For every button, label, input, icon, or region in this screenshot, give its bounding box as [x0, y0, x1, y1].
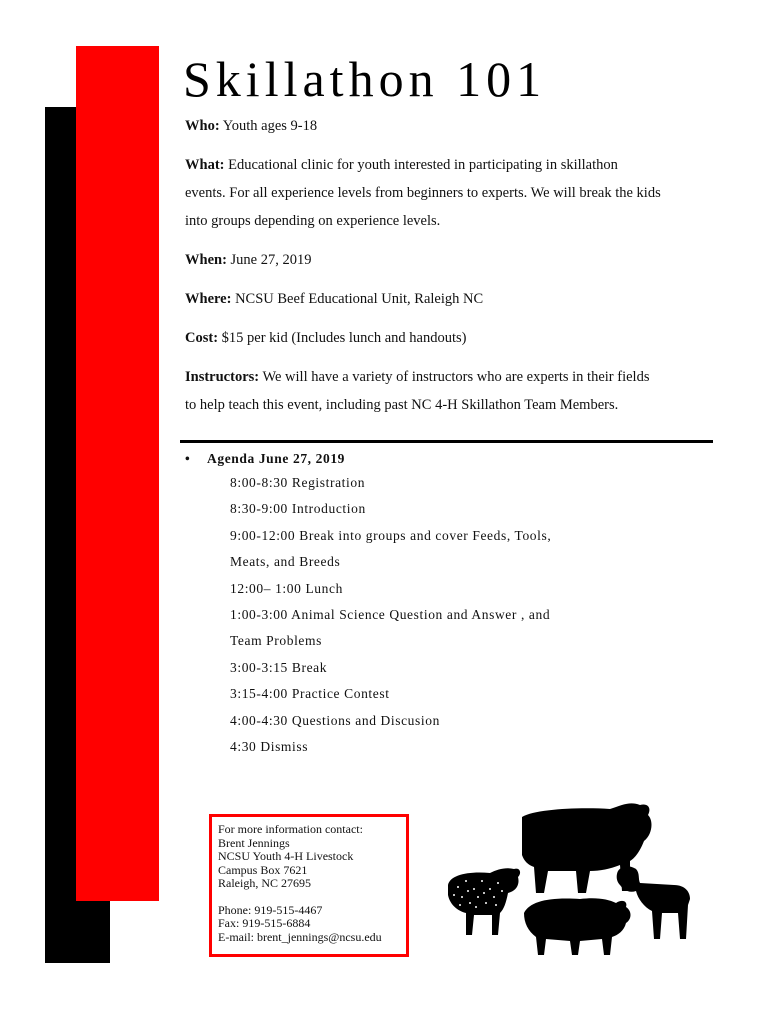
instructors-line-1	[185, 363, 715, 391]
where-text: NCSU Beef Educational Unit, Raleigh NC	[231, 291, 484, 307]
livestock-silhouettes	[440, 795, 700, 960]
agenda-heading	[185, 448, 551, 470]
cost-text: $15 per kid (Includes lunch and handouts)	[218, 330, 467, 346]
agenda-item: Team Problems	[230, 633, 322, 649]
what-line-2: events. For all experience levels from beginners to experts. We will break the kids	[185, 185, 661, 201]
what-line-3: into groups depending on experience levels.	[185, 213, 441, 229]
contact-email[interactable]: E-mail: brent_jennings@ncsu.edu	[218, 929, 382, 944]
when-label: When:	[185, 252, 227, 268]
red-decorative-bar	[76, 46, 159, 901]
contact-fax: Fax: 919-515-6884	[218, 916, 311, 930]
agenda-item: Meats, and Breeds	[230, 554, 341, 570]
where-label: Where:	[185, 291, 232, 307]
lamb-silhouette-icon	[448, 868, 520, 935]
cost-label: Cost:	[185, 330, 219, 346]
agenda-item: 8:00-8:30 Registration	[230, 475, 366, 490]
instructors-label: Instructors:	[185, 369, 260, 385]
instructors-text-1: We will have a variety of instructors who are experts in their fields	[259, 369, 650, 385]
what-label: What:	[185, 157, 225, 173]
agenda-item: 3:15-4:00 Practice Contest	[230, 686, 390, 702]
agenda-item: 4:00-4:30 Questions and Discusion	[230, 712, 440, 728]
who-line	[185, 112, 715, 140]
contact-line: NCSU Youth 4-H Livestock	[218, 849, 354, 863]
event-info	[185, 112, 715, 419]
bullet: •	[185, 451, 191, 466]
contact-box	[209, 814, 409, 957]
instructors-line-2: to help teach this event, including past NC 4-H Skillathon Team Members.	[185, 397, 619, 413]
pig-silhouette-icon	[524, 898, 631, 955]
who-text: Youth ages 9-18	[219, 118, 318, 134]
contact-phone: Phone: 919-515-4467	[218, 902, 323, 917]
when-text: June 27, 2019	[226, 252, 312, 268]
agenda-item: 3:00-3:15 Break	[230, 659, 328, 675]
agenda-item: 9:00-12:00 Break into groups and cover Feeds, Tools,	[230, 527, 552, 543]
who-label: Who:	[185, 118, 220, 134]
contact-line: For more information contact:	[218, 822, 363, 836]
what-line-1	[185, 151, 715, 179]
agenda-item: 8:30-9:00 Introduction	[230, 501, 366, 517]
goat-silhouette-icon	[617, 866, 690, 939]
agenda-item: 4:30 Dismiss	[230, 738, 309, 754]
page-title: Skillathon 101	[183, 51, 547, 107]
what-text-1: Educational clinic for youth interested in participating in skillathon	[224, 157, 618, 173]
contact-name: Brent Jennings	[218, 835, 290, 850]
agenda-item: 12:00– 1:00 Lunch	[230, 580, 343, 596]
where-line	[185, 285, 715, 313]
agenda-item: 1:00-3:00 Animal Science Question and Answer , and	[230, 606, 551, 622]
section-divider	[180, 440, 713, 443]
contact-line: Campus Box 7621	[218, 862, 308, 877]
agenda	[185, 448, 551, 760]
when-line	[185, 246, 715, 274]
contact-line: Raleigh, NC 27695	[218, 876, 311, 890]
agenda-title: Agenda June 27, 2019	[207, 451, 346, 466]
cost-line	[185, 324, 715, 352]
